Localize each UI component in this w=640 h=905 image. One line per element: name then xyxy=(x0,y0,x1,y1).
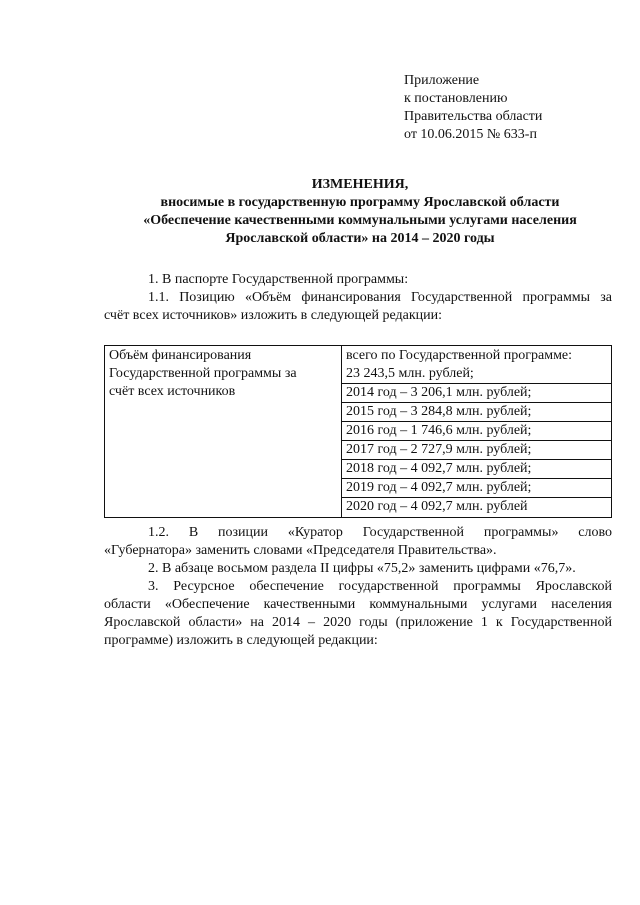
funding-label-cell xyxy=(105,346,342,518)
funding-value-line: 2020 год – 4 092,7 млн. рублей xyxy=(346,499,528,514)
paragraph-item-1-1-line: счёт всех источников» изложить в следующей редакции: xyxy=(104,308,443,323)
funding-label-line: Государственной программы за xyxy=(109,366,297,381)
paragraph-item-2: 2. В абзаце восьмом раздела II цифры «75,2» заменить цифрами «76,7». xyxy=(148,561,576,576)
paragraph-item-1-2-line: 1.2. В позиции «Куратор Государственной программы» слово xyxy=(148,525,612,540)
funding-label-line: Объём финансирования xyxy=(109,348,252,363)
funding-value-line: всего по Государственной программе: xyxy=(346,348,573,363)
paragraph-item-1: 1. В паспорте Государственной программы: xyxy=(148,272,409,287)
appendix-line: Приложение xyxy=(404,73,480,88)
paragraph-item-3-line: программе) изложить в следующей редакции: xyxy=(104,633,378,648)
appendix-line: к постановлению xyxy=(404,91,508,106)
appendix-line: Правительства области xyxy=(404,109,543,124)
funding-value-line: 2014 год – 3 206,1 млн. рублей; xyxy=(342,384,611,403)
section-2-text xyxy=(104,524,612,650)
section-1-text xyxy=(104,271,612,325)
funding-value-line: 2017 год – 2 727,9 млн. рублей; xyxy=(342,441,611,460)
heading-line: «Обеспечение качественными коммунальными услугами населения xyxy=(143,213,577,228)
funding-label-line: счёт всех источников xyxy=(109,384,236,399)
funding-value-line: 2016 год – 1 746,6 млн. рублей; xyxy=(342,422,611,441)
funding-table xyxy=(104,345,612,518)
appendix-note xyxy=(404,72,542,144)
paragraph-item-3-line: 3. Ресурсное обеспечение государственной программы Ярославской xyxy=(148,579,612,594)
heading-line: Ярославской области» на 2014 – 2020 годы xyxy=(225,231,495,246)
heading-title: ИЗМЕНЕНИЯ, xyxy=(311,177,409,192)
document-heading xyxy=(100,176,620,248)
heading-line: вносимые в государственную программу Ярославской области xyxy=(160,195,560,210)
funding-value-line: 23 243,5 млн. рублей; xyxy=(342,365,611,384)
funding-value-line: 2019 год – 4 092,7 млн. рублей; xyxy=(342,479,611,498)
funding-values-cell xyxy=(342,346,612,518)
paragraph-item-1-1-line: 1.1. Позицию «Объём финансирования Государственной программы за xyxy=(148,290,612,305)
funding-value-line: 2015 год – 3 284,8 млн. рублей; xyxy=(342,403,611,422)
funding-value-line: 2018 год – 4 092,7 млн. рублей; xyxy=(342,460,611,479)
paragraph-item-1-2-line: «Губернатора» заменить словами «Председателя Правительства». xyxy=(104,543,497,558)
paragraph-item-3-line: области «Обеспечение качественными коммунальными услугами населения xyxy=(104,597,612,612)
table-row xyxy=(105,346,612,518)
appendix-line: от 10.06.2015 № 633-п xyxy=(404,127,537,142)
paragraph-item-3-line: Ярославской области» на 2014 – 2020 годы (приложение 1 к Государственной xyxy=(104,615,612,630)
